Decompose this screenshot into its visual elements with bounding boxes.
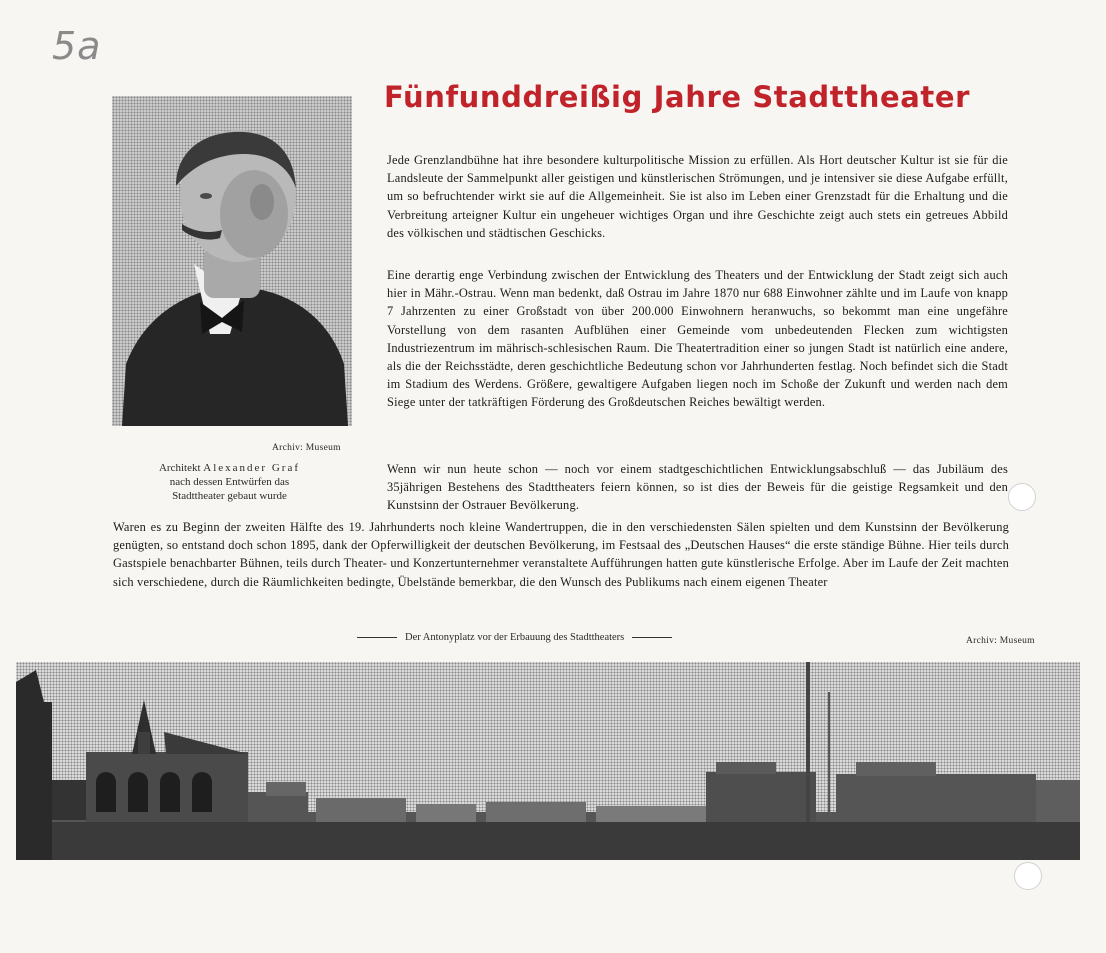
article-title: Fünfunddreißig Jahre Stadttheater: [384, 80, 971, 114]
handwritten-page-number: 5a: [52, 24, 102, 68]
panorama-credit: Archiv: Museum: [966, 636, 1035, 646]
panorama-photo: [16, 662, 1080, 860]
punch-hole: [1014, 862, 1042, 890]
portrait-photo: [112, 96, 352, 426]
caption-rule-left: [357, 637, 397, 638]
paragraph-3: Wenn wir nun heute schon — noch vor einem stadtgeschichtlichen Entwicklungsabschluß — das Jubiläum des 35jährigen Bestehens des Stadttheaters feiern können, so ist dies der Beweis für die geistige Regsamkeit und den Kunstsinn der Ostrauer Bevölkerung.: [387, 462, 1008, 513]
caption-prefix: Architekt: [158, 462, 201, 474]
architect-name: Alexander Graf: [203, 462, 300, 474]
portrait-credit: Archiv: Museum: [272, 443, 341, 453]
paragraph-4: Waren es zu Beginn der zweiten Hälfte des 19. Jahrhunderts noch kleine Wandertruppen, die in den verschiedensten Sälen spielten und dem Kunstsinn der Bevölkerung genügten, so entstand doch schon 1895, dank der Opferwilligkeit der deutschen Bevölkerung, im Festsaal des „Deutschen Hauses“ die erste ständige Bühne. Hier teils durch Gastspiele benachbarter Bühnen, teils durch Theater- und Konzertunternehmer veranstaltete Aufführungen hatten gute künstlerische Erfolge. Aber im Laufe der Zeit machten sich verschiedene, durch die Räumlichkeiten bedingte, Übelstände bemerkbar, die den Wunsch des Publikums nach einem eigenen Theater: [113, 520, 1009, 589]
caption-line-3: Stadttheater gebaut wurde: [172, 490, 287, 502]
caption-line-2: nach dessen Entwürfen das: [169, 476, 290, 488]
caption-rule-right: [632, 637, 672, 638]
panorama-caption-text: Der Antonyplatz vor der Erbauung des Stadttheaters: [405, 632, 625, 643]
paragraph-2: Eine derartig enge Verbindung zwischen der Entwicklung des Theaters und der Entwicklung der Stadt zeigt sich auch hier in Mähr.-Ostrau. Wenn man bedenkt, daß Ostrau im Jahre 1870 nur 688 Einwohner zählte und im Laufe von knapp 7 Jahrzenten zu einer Großstadt von über 200.000 Einwohnern heranwuchs, so bekommt man eine ungefähre Vorstellung von dem rasanten Aufblühen einer Gemeinde vom unbedeutenden Flecken zum wichtigsten Industriezentrum im mährisch-schlesischen Raum. Die Theatertradition einer so jungen Stadt ist natürlich eine andere, als die der Reichsstädte, deren geschichtliche Bedeutung schon vor Jahrhunderten festlag. Noch befindet sich die Stadt im Stadium des Werdens. Größere, gewaltigere Aufgaben liegen noch im Schoße der Zukunft und werden nach dem Siege unter der tatkräftigen Förderung des Großdeutschen Reiches bewältigt werden.: [387, 268, 1008, 410]
panorama-caption: [357, 632, 672, 643]
paragraph-1: Jede Grenzlandbühne hat ihre besondere kulturpolitische Mission zu erfüllen. Als Hort deutscher Kultur ist sie für die Landsleute der Sammelpunkt aller geistigen und künstlerischen Strömungen, und je intensiver sie diese Aufgabe erfüllt, um so befruchtender wirkt sie auf die Allgemeinheit. Sie ist also im Leben einer Grenzstadt für die Erhaltung und die Verbreitung arteigner Kultur ein ungeheuer wichtiges Organ und ihre Geschichte zeigt auch stets ein getreues Abbild des völkischen und städtischen Geschicks.: [387, 153, 1008, 240]
portrait-caption: [112, 461, 347, 503]
punch-hole: [1008, 483, 1036, 511]
caption-line-1: [112, 461, 347, 475]
